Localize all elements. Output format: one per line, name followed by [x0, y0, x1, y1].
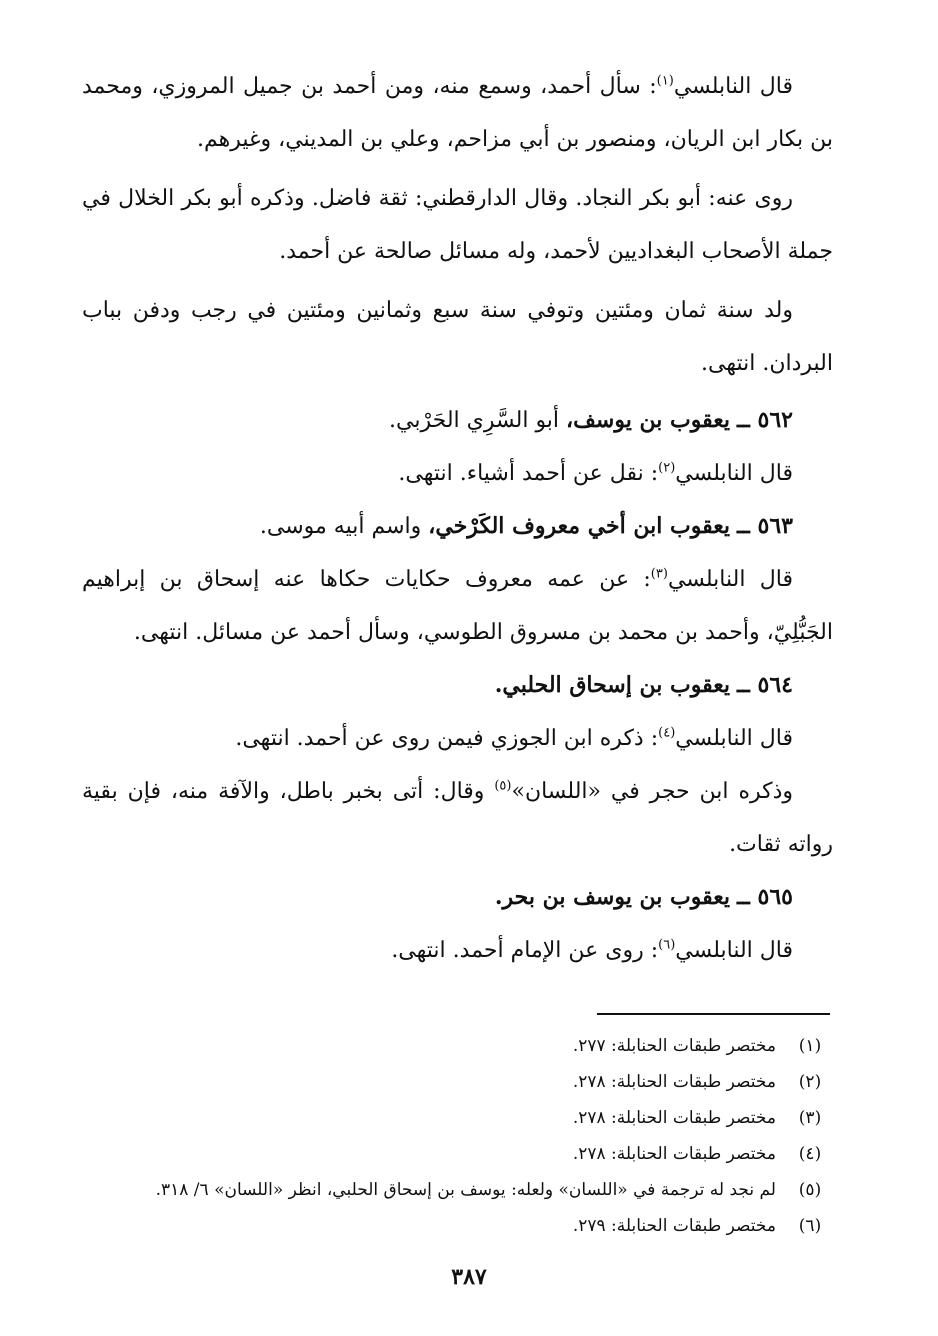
para-text: قال النابلسي — [673, 74, 793, 99]
footnote-ref[interactable]: (٤) — [658, 725, 676, 741]
footnote-6 — [90, 1208, 832, 1244]
footnote-4 — [90, 1136, 832, 1172]
para-text: قال النابلسي — [675, 461, 793, 486]
entry-number: ٥٦٤ ــ — [736, 672, 793, 698]
para-text: وذكره ابن حجر في «اللسان» — [511, 779, 793, 804]
entry-name: يعقوب بن إسحاق الحلبي. — [494, 672, 730, 698]
entry-number: ٥٦٥ ــ — [736, 884, 793, 910]
paragraph-1 — [82, 60, 833, 166]
footnote-separator — [597, 1013, 830, 1015]
entry-name: يعقوب بن يوسف، — [566, 407, 730, 433]
footnote-number: (٥) — [798, 1180, 822, 1200]
footnote-2 — [90, 1064, 832, 1100]
page-number: ٣٨٧ — [451, 1264, 487, 1290]
entry-number: ٥٦٢ ــ — [736, 407, 793, 433]
entry-heading-564 — [82, 659, 833, 712]
footnote-text: مختصر طبقات الحنابلة: ٢٧٩. — [572, 1216, 776, 1236]
footnote-1 — [90, 1028, 832, 1064]
entry-heading-562 — [82, 394, 833, 447]
entry-rest: واسم أبيه موسى. — [259, 514, 422, 539]
para-text: قال النابلسي — [675, 938, 793, 963]
para-text: قال النابلسي — [675, 726, 793, 751]
paragraph-2 — [82, 172, 833, 278]
footnote-5 — [90, 1172, 832, 1208]
paragraph-10 — [82, 765, 833, 871]
footnote-text: مختصر طبقات الحنابلة: ٢٧٨. — [572, 1144, 776, 1164]
entry-number: ٥٦٣ ــ — [736, 513, 793, 539]
para-text: وقال: أتى بخبر باطل، والآفة منه، فإن بقية رواته ثقات. — [82, 779, 833, 857]
entry-name: يعقوب ابن أخي معروف الكَرْخي، — [428, 513, 730, 539]
footnotes — [90, 1028, 832, 1244]
para-text: : نقل عن أحمد أشياء. انتهى. — [398, 461, 659, 486]
footnote-ref[interactable]: (٣) — [650, 566, 668, 582]
para-text: : سأل أحمد، وسمع منه، ومن أحمد بن جميل المروزي، ومحمد بن بكار ابن الريان، ومنصور بن أبي مزاحم، وعلي بن المديني، وغيرهم. — [82, 74, 833, 152]
entry-rest: أبو السَّرِي الحَرْبي. — [389, 408, 560, 433]
entry-heading-565 — [82, 871, 833, 924]
para-text: : ذكره ابن الجوزي فيمن روى عن أحمد. انتهى. — [235, 726, 659, 751]
footnote-ref[interactable]: (٢) — [658, 460, 676, 476]
footnote-number: (٣) — [798, 1108, 822, 1128]
footnote-ref[interactable]: (١) — [656, 73, 674, 89]
footnote-text: مختصر طبقات الحنابلة: ٢٧٨. — [572, 1108, 776, 1128]
entry-name: يعقوب بن يوسف بن بحر. — [494, 884, 730, 910]
footnote-number: (٢) — [798, 1072, 822, 1092]
paragraph-7 — [82, 553, 833, 659]
footnote-number: (٦) — [798, 1216, 822, 1236]
para-text: روى عنه: أبو بكر النجاد. وقال الدارقطني: ثقة فاضل. وذكره أبو بكر الخلال في جملة الأصحاب البغداديين لأحمد، وله مسائل صالحة عن أحمد. — [82, 186, 833, 264]
paragraph-9 — [82, 712, 833, 765]
para-text: : روى عن الإمام أحمد. انتهى. — [391, 938, 659, 963]
paragraph-3 — [82, 284, 833, 390]
footnote-text: مختصر طبقات الحنابلة: ٢٧٨. — [572, 1072, 776, 1092]
para-text: : عن عمه معروف حكايات حكاها عنه إسحاق بن إبراهيم الجَبُّلِيّ، وأحمد بن محمد بن مسروق الطوسي، وسأل أحمد عن مسائل. انتهى. — [82, 567, 833, 645]
footnote-text: لم نجد له ترجمة في «اللسان» ولعله: يوسف بن إسحاق الحلبي، انظر «اللسان» ٦/ ٣١٨. — [155, 1180, 776, 1200]
paragraph-12 — [82, 924, 833, 977]
para-text: ولد سنة ثمان ومئتين وتوفي سنة سبع وثمانين ومئتين في رجب ودفن بباب البردان. انتهى. — [82, 298, 833, 376]
footnote-number: (٤) — [798, 1144, 822, 1164]
paragraph-5 — [82, 447, 833, 500]
footnote-ref[interactable]: (٦) — [658, 937, 676, 953]
footnote-ref[interactable]: (٥) — [494, 778, 512, 794]
entry-heading-563 — [82, 500, 833, 553]
footnote-3 — [90, 1100, 832, 1136]
main-text — [82, 60, 833, 977]
footnote-number: (١) — [798, 1036, 822, 1056]
para-text: قال النابلسي — [667, 567, 793, 592]
footnote-text: مختصر طبقات الحنابلة: ٢٧٧. — [572, 1036, 776, 1056]
